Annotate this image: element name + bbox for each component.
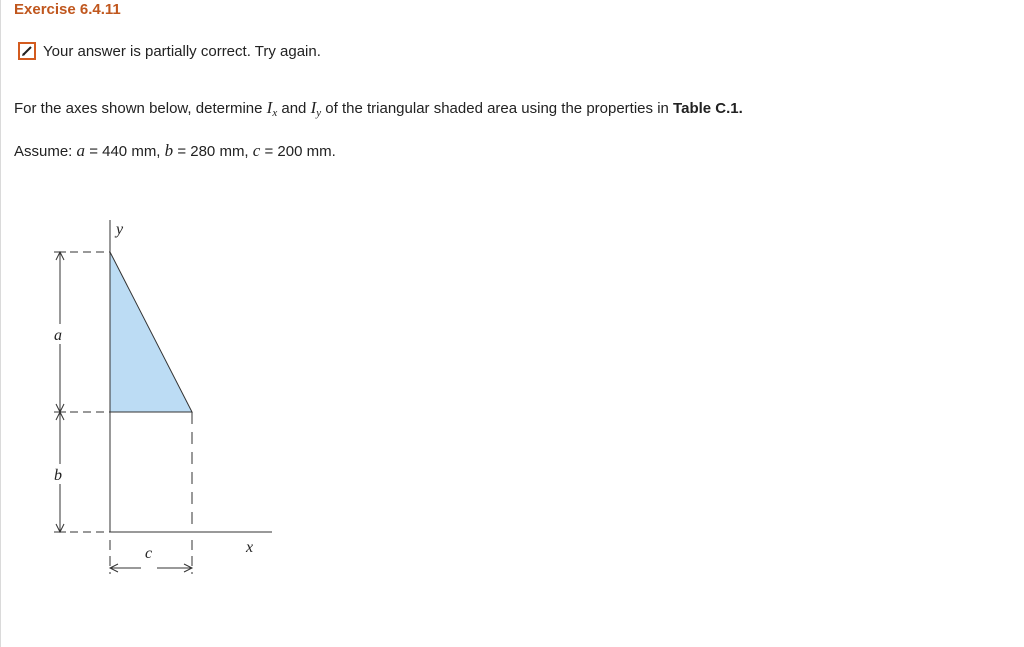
dimension-label-a: a xyxy=(54,327,62,344)
iy-subscript: y xyxy=(316,107,322,119)
y-axis-label: y xyxy=(116,221,124,238)
left-border xyxy=(0,0,1,647)
answer-status xyxy=(18,40,321,62)
status-message: Your answer is partially correct. Try again. xyxy=(43,42,321,60)
exercise-title: Exercise 6.4.11 xyxy=(14,1,121,18)
x-axis-label: x xyxy=(246,539,254,556)
iy-symbol: I xyxy=(310,98,317,117)
shaded-triangle xyxy=(110,252,192,412)
dimension-label-b: b xyxy=(54,467,62,484)
assumptions: Assume: a = 440 mm, b = 280 mm, c = 200 mm. xyxy=(14,141,336,160)
ix-subscript: x xyxy=(272,107,278,119)
triangle-figure xyxy=(40,212,280,582)
dimension-label-c: c xyxy=(145,545,153,562)
table-reference: Table C.1. xyxy=(673,100,743,117)
pencil-icon[interactable] xyxy=(18,42,36,60)
problem-statement: For the axes shown below, determine $I_x$ and $I_y$ of the triangular shaded area using the properties in Table C.1. xyxy=(14,98,743,119)
ix-symbol: I xyxy=(266,98,273,117)
